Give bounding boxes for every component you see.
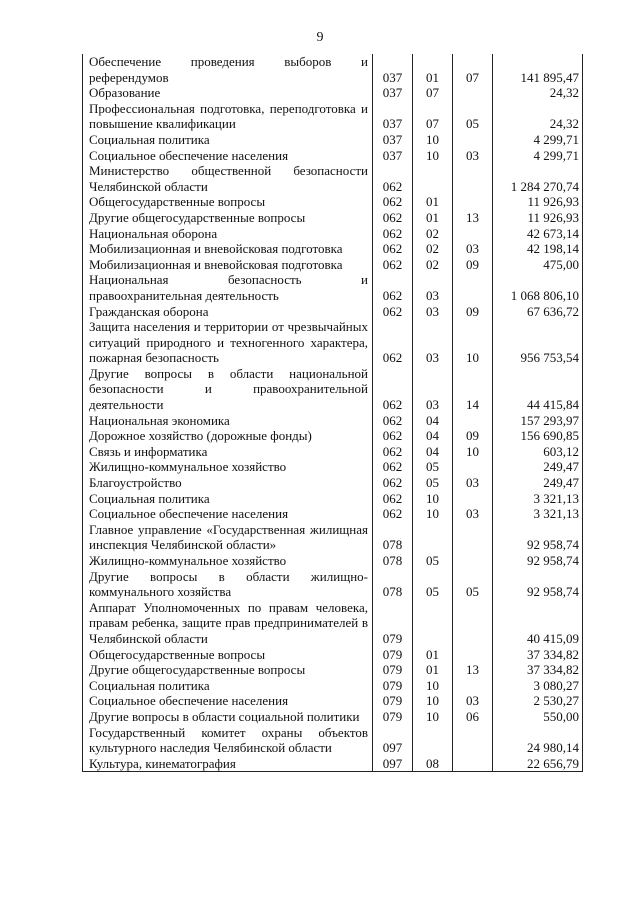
ministry-code-cell: 062: [373, 226, 413, 242]
subsection-code-cell: 03: [453, 693, 493, 709]
amount-cell: 3 321,13: [493, 491, 583, 507]
subsection-code-cell: 09: [453, 428, 493, 444]
subsection-code-cell: 07: [453, 54, 493, 85]
ministry-code-cell: 062: [373, 428, 413, 444]
table-row: [83, 506, 583, 522]
amount-cell: 249,47: [493, 459, 583, 475]
table-row: [83, 163, 583, 194]
subsection-code-cell: [453, 163, 493, 194]
amount-cell: 550,00: [493, 709, 583, 725]
section-code-cell: 02: [413, 226, 453, 242]
row-name-cell: Благоустройство: [83, 475, 373, 491]
row-name-cell: Социальное обеспечение населения: [83, 693, 373, 709]
table-row: [83, 304, 583, 320]
subsection-code-cell: [453, 678, 493, 694]
ministry-code-cell: 062: [373, 491, 413, 507]
amount-cell: 249,47: [493, 475, 583, 491]
table-row: [83, 553, 583, 569]
amount-cell: 11 926,93: [493, 210, 583, 226]
table-row: [83, 428, 583, 444]
subsection-code-cell: 09: [453, 304, 493, 320]
ministry-code-cell: 062: [373, 304, 413, 320]
subsection-code-cell: [453, 553, 493, 569]
ministry-code-cell: 062: [373, 257, 413, 273]
ministry-code-cell: 062: [373, 210, 413, 226]
row-name-cell: Национальная оборона: [83, 226, 373, 242]
subsection-code-cell: 10: [453, 319, 493, 366]
table-row: [83, 54, 583, 85]
table-row: [83, 725, 583, 756]
table-row: [83, 132, 583, 148]
ministry-code-cell: 079: [373, 709, 413, 725]
table-row: [83, 85, 583, 101]
amount-cell: 37 334,82: [493, 647, 583, 663]
row-name-cell: Аппарат Уполномоченных по правам человека, правам ребенка, защите прав предпринимателей в Челябинской области: [83, 600, 373, 647]
ministry-code-cell: 062: [373, 241, 413, 257]
table-row: [83, 194, 583, 210]
ministry-code-cell: 062: [373, 444, 413, 460]
table-row: [83, 709, 583, 725]
ministry-code-cell: 062: [373, 319, 413, 366]
section-code-cell: 10: [413, 506, 453, 522]
subsection-code-cell: 03: [453, 241, 493, 257]
ministry-code-cell: 079: [373, 600, 413, 647]
ministry-code-cell: 062: [373, 475, 413, 491]
amount-cell: 475,00: [493, 257, 583, 273]
amount-cell: 44 415,84: [493, 366, 583, 413]
row-name-cell: Социальная политика: [83, 491, 373, 507]
amount-cell: 4 299,71: [493, 148, 583, 164]
section-code-cell: 02: [413, 257, 453, 273]
table-row: [83, 413, 583, 429]
row-name-cell: Культура, кинематография: [83, 756, 373, 772]
ministry-code-cell: 062: [373, 272, 413, 303]
ministry-code-cell: 062: [373, 506, 413, 522]
row-name-cell: Жилищно-коммунальное хозяйство: [83, 553, 373, 569]
row-name-cell: Обеспечение проведения выборов и референдумов: [83, 54, 373, 85]
table-row: [83, 366, 583, 413]
section-code-cell: 07: [413, 85, 453, 101]
subsection-code-cell: 13: [453, 210, 493, 226]
table-row: [83, 272, 583, 303]
subsection-code-cell: 05: [453, 569, 493, 600]
amount-cell: 3 080,27: [493, 678, 583, 694]
ministry-code-cell: 037: [373, 101, 413, 132]
page-number: 9: [316, 30, 324, 45]
section-code-cell: 03: [413, 304, 453, 320]
amount-cell: 157 293,97: [493, 413, 583, 429]
subsection-code-cell: [453, 600, 493, 647]
row-name-cell: Главное управление «Государственная жилищная инспекция Челябинской области»: [83, 522, 373, 553]
row-name-cell: Социальная политика: [83, 132, 373, 148]
amount-cell: 42 673,14: [493, 226, 583, 242]
row-name-cell: Национальная безопасность и правоохранительная деятельность: [83, 272, 373, 303]
ministry-code-cell: 078: [373, 522, 413, 553]
subsection-code-cell: 13: [453, 662, 493, 678]
subsection-code-cell: [453, 725, 493, 756]
section-code-cell: 03: [413, 319, 453, 366]
amount-cell: 67 636,72: [493, 304, 583, 320]
amount-cell: 1 284 270,74: [493, 163, 583, 194]
subsection-code-cell: [453, 459, 493, 475]
ministry-code-cell: 037: [373, 54, 413, 85]
row-name-cell: Государственный комитет охраны объектов культурного наследия Челябинской области: [83, 725, 373, 756]
subsection-code-cell: 14: [453, 366, 493, 413]
section-code-cell: 10: [413, 709, 453, 725]
section-code-cell: 04: [413, 428, 453, 444]
section-code-cell: 01: [413, 54, 453, 85]
ministry-code-cell: 037: [373, 132, 413, 148]
ministry-code-cell: 037: [373, 148, 413, 164]
table-row: [83, 444, 583, 460]
section-code-cell: 10: [413, 678, 453, 694]
row-name-cell: Мобилизационная и вневойсковая подготовка: [83, 241, 373, 257]
section-code-cell: 10: [413, 132, 453, 148]
amount-cell: 24 980,14: [493, 725, 583, 756]
amount-cell: 24,32: [493, 85, 583, 101]
table-row: [83, 257, 583, 273]
subsection-code-cell: [453, 272, 493, 303]
table-row: [83, 678, 583, 694]
row-name-cell: Социальное обеспечение населения: [83, 148, 373, 164]
row-name-cell: Общегосударственные вопросы: [83, 194, 373, 210]
table-row: [83, 148, 583, 164]
section-code-cell: 07: [413, 101, 453, 132]
section-code-cell: [413, 725, 453, 756]
subsection-code-cell: 03: [453, 148, 493, 164]
ministry-code-cell: 078: [373, 553, 413, 569]
amount-cell: 40 415,09: [493, 600, 583, 647]
ministry-code-cell: 062: [373, 413, 413, 429]
row-name-cell: Другие общегосударственные вопросы: [83, 662, 373, 678]
row-name-cell: Связь и информатика: [83, 444, 373, 460]
ministry-code-cell: 037: [373, 85, 413, 101]
amount-cell: 22 656,79: [493, 756, 583, 772]
section-code-cell: 03: [413, 366, 453, 413]
row-name-cell: Другие вопросы в области национальной безопасности и правоохранительной деятельности: [83, 366, 373, 413]
amount-cell: 92 958,74: [493, 569, 583, 600]
table-row: [83, 210, 583, 226]
section-code-cell: 04: [413, 413, 453, 429]
row-name-cell: Другие вопросы в области жилищно-коммунального хозяйства: [83, 569, 373, 600]
table-row: [83, 459, 583, 475]
amount-cell: 2 530,27: [493, 693, 583, 709]
row-name-cell: Социальное обеспечение населения: [83, 506, 373, 522]
table-row: [83, 600, 583, 647]
table-row: [83, 101, 583, 132]
ministry-code-cell: 079: [373, 693, 413, 709]
budget-table-body: [83, 54, 583, 772]
section-code-cell: 01: [413, 662, 453, 678]
table-row: [83, 756, 583, 772]
table-row: [83, 226, 583, 242]
section-code-cell: 04: [413, 444, 453, 460]
row-name-cell: Защита населения и территории от чрезвычайных ситуаций природного и техногенного характера, пожарная безопасность: [83, 319, 373, 366]
subsection-code-cell: 03: [453, 506, 493, 522]
amount-cell: 156 690,85: [493, 428, 583, 444]
section-code-cell: 01: [413, 647, 453, 663]
section-code-cell: 03: [413, 272, 453, 303]
row-name-cell: Мобилизационная и вневойсковая подготовка: [83, 257, 373, 273]
ministry-code-cell: 079: [373, 662, 413, 678]
section-code-cell: 05: [413, 475, 453, 491]
section-code-cell: 10: [413, 491, 453, 507]
section-code-cell: 05: [413, 569, 453, 600]
row-name-cell: Жилищно-коммунальное хозяйство: [83, 459, 373, 475]
section-code-cell: 10: [413, 693, 453, 709]
table-row: [83, 693, 583, 709]
amount-cell: 3 321,13: [493, 506, 583, 522]
amount-cell: 24,32: [493, 101, 583, 132]
subsection-code-cell: [453, 756, 493, 772]
row-name-cell: Социальная политика: [83, 678, 373, 694]
row-name-cell: Гражданская оборона: [83, 304, 373, 320]
table-row: [83, 491, 583, 507]
amount-cell: 92 958,74: [493, 522, 583, 553]
subsection-code-cell: 05: [453, 101, 493, 132]
subsection-code-cell: [453, 647, 493, 663]
row-name-cell: Профессиональная подготовка, переподготовка и повышение квалификации: [83, 101, 373, 132]
section-code-cell: 05: [413, 553, 453, 569]
ministry-code-cell: 097: [373, 756, 413, 772]
subsection-code-cell: [453, 413, 493, 429]
amount-cell: 956 753,54: [493, 319, 583, 366]
section-code-cell: 10: [413, 148, 453, 164]
amount-cell: 4 299,71: [493, 132, 583, 148]
section-code-cell: 01: [413, 194, 453, 210]
ministry-code-cell: 078: [373, 569, 413, 600]
table-row: [83, 241, 583, 257]
table-row: [83, 475, 583, 491]
section-code-cell: 08: [413, 756, 453, 772]
ministry-code-cell: 062: [373, 163, 413, 194]
subsection-code-cell: [453, 132, 493, 148]
section-code-cell: [413, 600, 453, 647]
amount-cell: 141 895,47: [493, 54, 583, 85]
row-name-cell: Другие вопросы в области социальной политики: [83, 709, 373, 725]
section-code-cell: [413, 163, 453, 194]
table-row: [83, 319, 583, 366]
amount-cell: 42 198,14: [493, 241, 583, 257]
row-name-cell: Образование: [83, 85, 373, 101]
row-name-cell: Национальная экономика: [83, 413, 373, 429]
section-code-cell: 01: [413, 210, 453, 226]
section-code-cell: 02: [413, 241, 453, 257]
row-name-cell: Министерство общественной безопасности Челябинской области: [83, 163, 373, 194]
subsection-code-cell: 10: [453, 444, 493, 460]
table-row: [83, 569, 583, 600]
subsection-code-cell: 09: [453, 257, 493, 273]
table-row: [83, 662, 583, 678]
amount-cell: 92 958,74: [493, 553, 583, 569]
subsection-code-cell: [453, 226, 493, 242]
table-row: [83, 647, 583, 663]
ministry-code-cell: 062: [373, 459, 413, 475]
ministry-code-cell: 079: [373, 678, 413, 694]
section-code-cell: [413, 522, 453, 553]
row-name-cell: Другие общегосударственные вопросы: [83, 210, 373, 226]
amount-cell: 603,12: [493, 444, 583, 460]
budget-table: [82, 54, 583, 772]
ministry-code-cell: 079: [373, 647, 413, 663]
ministry-code-cell: 062: [373, 194, 413, 210]
row-name-cell: Общегосударственные вопросы: [83, 647, 373, 663]
amount-cell: 11 926,93: [493, 194, 583, 210]
table-row: [83, 522, 583, 553]
subsection-code-cell: [453, 85, 493, 101]
subsection-code-cell: [453, 194, 493, 210]
amount-cell: 37 334,82: [493, 662, 583, 678]
amount-cell: 1 068 806,10: [493, 272, 583, 303]
row-name-cell: Дорожное хозяйство (дорожные фонды): [83, 428, 373, 444]
subsection-code-cell: [453, 491, 493, 507]
subsection-code-cell: 03: [453, 475, 493, 491]
subsection-code-cell: [453, 522, 493, 553]
ministry-code-cell: 062: [373, 366, 413, 413]
ministry-code-cell: 097: [373, 725, 413, 756]
section-code-cell: 05: [413, 459, 453, 475]
subsection-code-cell: 06: [453, 709, 493, 725]
